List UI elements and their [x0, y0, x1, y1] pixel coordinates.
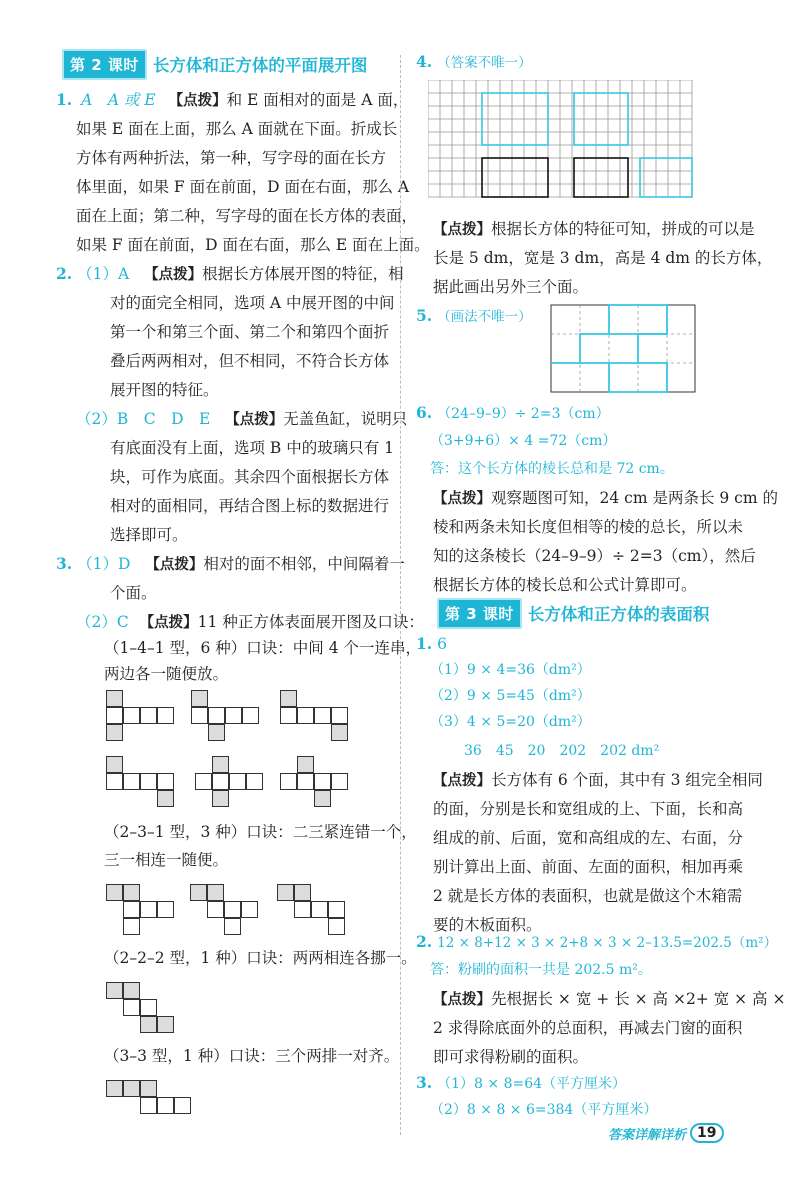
q4-grid-drawing	[428, 80, 698, 202]
q4-grid-lines	[428, 80, 692, 197]
q3-p2-text-0: 11 种正方体表面展开图及口诀：	[197, 613, 424, 631]
q1-text-0: 和 E 面相对的面是 A 面，	[226, 91, 409, 109]
q6-text-0: 观察题图可知，24 cm 是两条长 9 cm 的	[491, 489, 778, 507]
l3q1-answer: 6	[437, 635, 447, 653]
l3q2-tip-label: 【点拨】	[433, 992, 491, 1008]
l3q2-answer: 答：粉刷的面积一共是 202.5 m²。	[430, 962, 652, 978]
q5-number: 5.	[416, 306, 433, 325]
q2-p2-first-line	[76, 409, 407, 430]
l3q1-tip-line	[433, 770, 763, 791]
l3q2-eq: 12 × 8+12 × 3 × 2+8 × 3 × 2–13.5=202.5（m²）	[437, 935, 778, 951]
q3-p1-answer: （1）D	[77, 555, 131, 573]
footer-label: 答案详解详析	[608, 1127, 687, 1143]
q3-p2-tip-label: 【点拨】	[139, 615, 198, 631]
q1-answer: A A 或 E	[81, 91, 156, 109]
l3q1-text-4: 2 就是长方体的表面积，也就是做这个木箱需	[433, 887, 743, 905]
q2-p1-text-2: 第一个和第三个面、第二个和第四个面折	[110, 323, 390, 341]
q2-p1-tip-label: 【点拨】	[144, 267, 203, 283]
q6-text-2: 知的这条棱长（24–9–9）÷ 2=3（cm），然后	[433, 547, 756, 565]
q4-note: （答案不唯一）	[437, 55, 532, 71]
l3q1-text-1: 的面，分别是长和宽组成的上、下面，长和高	[433, 800, 744, 818]
lesson-3-title	[437, 598, 709, 628]
q6-eq1: （24–9–9）÷ 2=3（cm）	[437, 406, 610, 422]
q2-first-line	[56, 264, 404, 285]
l3q2-number: 2.	[416, 932, 433, 951]
q3-p2-first-line	[76, 612, 424, 633]
l3q3-eq2: （2）8 × 8 × 6=384（平方厘米）	[430, 1102, 658, 1118]
q4-tip-line	[433, 219, 755, 240]
q1-number: 1.	[56, 90, 73, 109]
q3-number: 3.	[56, 554, 73, 573]
q3-p1-text-0: 相对的面不相邻，中间隔着一	[203, 555, 405, 573]
lesson-2-badge: 第 2 课时	[62, 49, 147, 80]
q3-type222-text: （2–2–2 型，1 种）口诀：两两相连各挪一。	[104, 949, 417, 967]
q2-p1-text-3: 叠后两两相对，但不相同，不符合长方体	[110, 352, 390, 370]
q2-p2-text-1: 有底面没有上面，选项 B 中的玻璃只有 1	[110, 439, 395, 457]
q2-p2-answer: （2）B C D E	[76, 410, 211, 428]
q5-header	[416, 306, 532, 327]
q2-p2-text-4: 选择即可。	[110, 526, 188, 544]
column-divider	[400, 55, 401, 1135]
l3q1-text-0: 长方体有 6 个面，其中有 3 组完全相同	[491, 771, 763, 789]
q1-first-line	[56, 90, 408, 111]
q2-p1-text-1: 对的面完全相同，选项 A 中展开图的中间	[110, 294, 395, 312]
q2-number: 2.	[56, 264, 73, 283]
l3q1-number: 1.	[416, 634, 433, 653]
q1-tip-label: 【点拨】	[168, 93, 227, 109]
q6-text-3: 根据长方体的棱长总和公式计算即可。	[433, 576, 697, 594]
q6-tip-line	[433, 488, 778, 509]
q2-p2-tip-label: 【点拨】	[225, 412, 284, 428]
q3-p2-text-1: （1–4–1 型，6 种）口诀：中间 4 个一连串，	[104, 639, 422, 657]
q3-type33-text: （3–3 型，1 种）口诀：三个两排一对齐。	[104, 1047, 400, 1065]
l3q3-number: 3.	[416, 1073, 433, 1092]
l3q1-text-2: 组成的前、后面，宽和高组成的左、右面，分	[433, 829, 744, 847]
q6-first-line	[416, 403, 610, 424]
l3q2-first-line	[416, 932, 777, 953]
l3q1-tip-label: 【点拨】	[433, 773, 491, 789]
q2-p1-text-4: 展开图的特征。	[110, 381, 219, 399]
q5-drawing	[550, 304, 700, 396]
q1-text-4: 面在上面；第二种，写字母的面在长方体的表面，	[76, 207, 418, 225]
l3q1-text-3: 别计算出上面、前面、左面的面积，相加再乘	[433, 858, 744, 876]
q3-p1-text-1: 个面。	[110, 584, 157, 602]
l3q2-text-0: 先根据长 × 宽 + 长 × 高 ×2+ 宽 × 高 ×	[491, 990, 786, 1008]
q3-first-line	[56, 554, 405, 575]
page-number: 19	[690, 1123, 723, 1143]
q4-tip-label: 【点拨】	[433, 222, 491, 238]
l3q1-text-5: 要的木板面积。	[433, 916, 542, 934]
q4-given-face-1	[482, 158, 548, 197]
q3-type231-text-1: 三一相连一随便。	[104, 851, 229, 869]
l3q1-eq3: （3）4 × 5=20（dm²）	[430, 714, 591, 730]
q5-note: （画法不唯一）	[437, 309, 532, 325]
q6-eq2: （3+9+6）× 4 =72（cm）	[430, 433, 617, 449]
l3q1-eq2: （2）9 × 5=45（dm²）	[430, 688, 591, 704]
q4-text-1: 长是 5 dm，宽是 3 dm，高是 4 dm 的长方体，	[433, 249, 773, 267]
l3q3-eq1: （1）8 × 8=64（平方厘米）	[437, 1076, 627, 1092]
q2-p2-text-2: 块，可作为底面。其余四个面根据长方体	[110, 468, 390, 486]
q1-text-2: 方体有两种折法，第一种，写字母的面在长方	[76, 149, 387, 167]
lesson-2-heading: 长方体和正方体的平面展开图	[152, 56, 368, 75]
q6-tip-label: 【点拨】	[433, 491, 491, 507]
lesson-3-badge: 第 3 课时	[437, 598, 522, 629]
q4-drawn-face-3	[640, 158, 692, 197]
q5-frame	[551, 305, 695, 392]
lesson-3-heading: 长方体和正方体的表面积	[527, 605, 710, 624]
q2-p1-answer: （1）A	[77, 265, 130, 283]
q3-p2-answer: （2）C	[76, 613, 129, 631]
l3q1-first-line	[416, 634, 447, 654]
l3q1-eq1: （1）9 × 4=36（dm²）	[430, 662, 591, 678]
q4-text-2: 据此画出另外三个面。	[433, 278, 589, 296]
q3-p1-tip-label: 【点拨】	[145, 557, 204, 573]
q2-p1-text-0: 根据长方体展开图的特征，相	[202, 265, 404, 283]
page-footer	[608, 1122, 724, 1144]
q1-text-5: 如果 F 面在前面，D 面在右面，那么 E 面在上面。	[76, 236, 430, 254]
l3q2-text-2: 即可求得粉刷的面积。	[433, 1048, 589, 1066]
q4-number: 4.	[416, 52, 433, 71]
q6-number: 6.	[416, 403, 433, 422]
l3q2-tip-line	[433, 989, 785, 1010]
q1-text-3: 体里面，如果 F 面在前面，D 面在右面，那么 A	[76, 178, 410, 196]
q2-p2-text-0: 无盖鱼缸，说明只	[283, 410, 408, 428]
q4-text-0: 根据长方体的特征可知，拼成的可以是	[491, 220, 755, 238]
q3-p2-text-2: 两边各一随便放。	[104, 665, 229, 683]
q4-header	[416, 52, 532, 73]
l3q3-first-line	[416, 1073, 626, 1094]
q3-type231-text-0: （2–3–1 型，3 种）口诀：二三紧连错一个，	[104, 823, 417, 841]
l3q1-eq4: 36 45 20 202 202 dm²	[464, 743, 660, 759]
l3q2-text-1: 2 求得除底面外的总面积，再减去门窗的面积	[433, 1019, 743, 1037]
q6-text-1: 棱和两条未知长度但相等的棱的总长，所以未	[433, 518, 744, 536]
q2-p2-text-3: 相对的面相同，再结合图上标的数据进行	[110, 497, 390, 515]
q1-text-1: 如果 E 面在上面，那么 A 面就在下面。折成长	[76, 120, 398, 138]
q6-answer: 答：这个长方体的棱长总和是 72 cm。	[430, 461, 674, 477]
q5-dashed-grid	[551, 305, 695, 392]
lesson-2-title	[62, 49, 367, 79]
